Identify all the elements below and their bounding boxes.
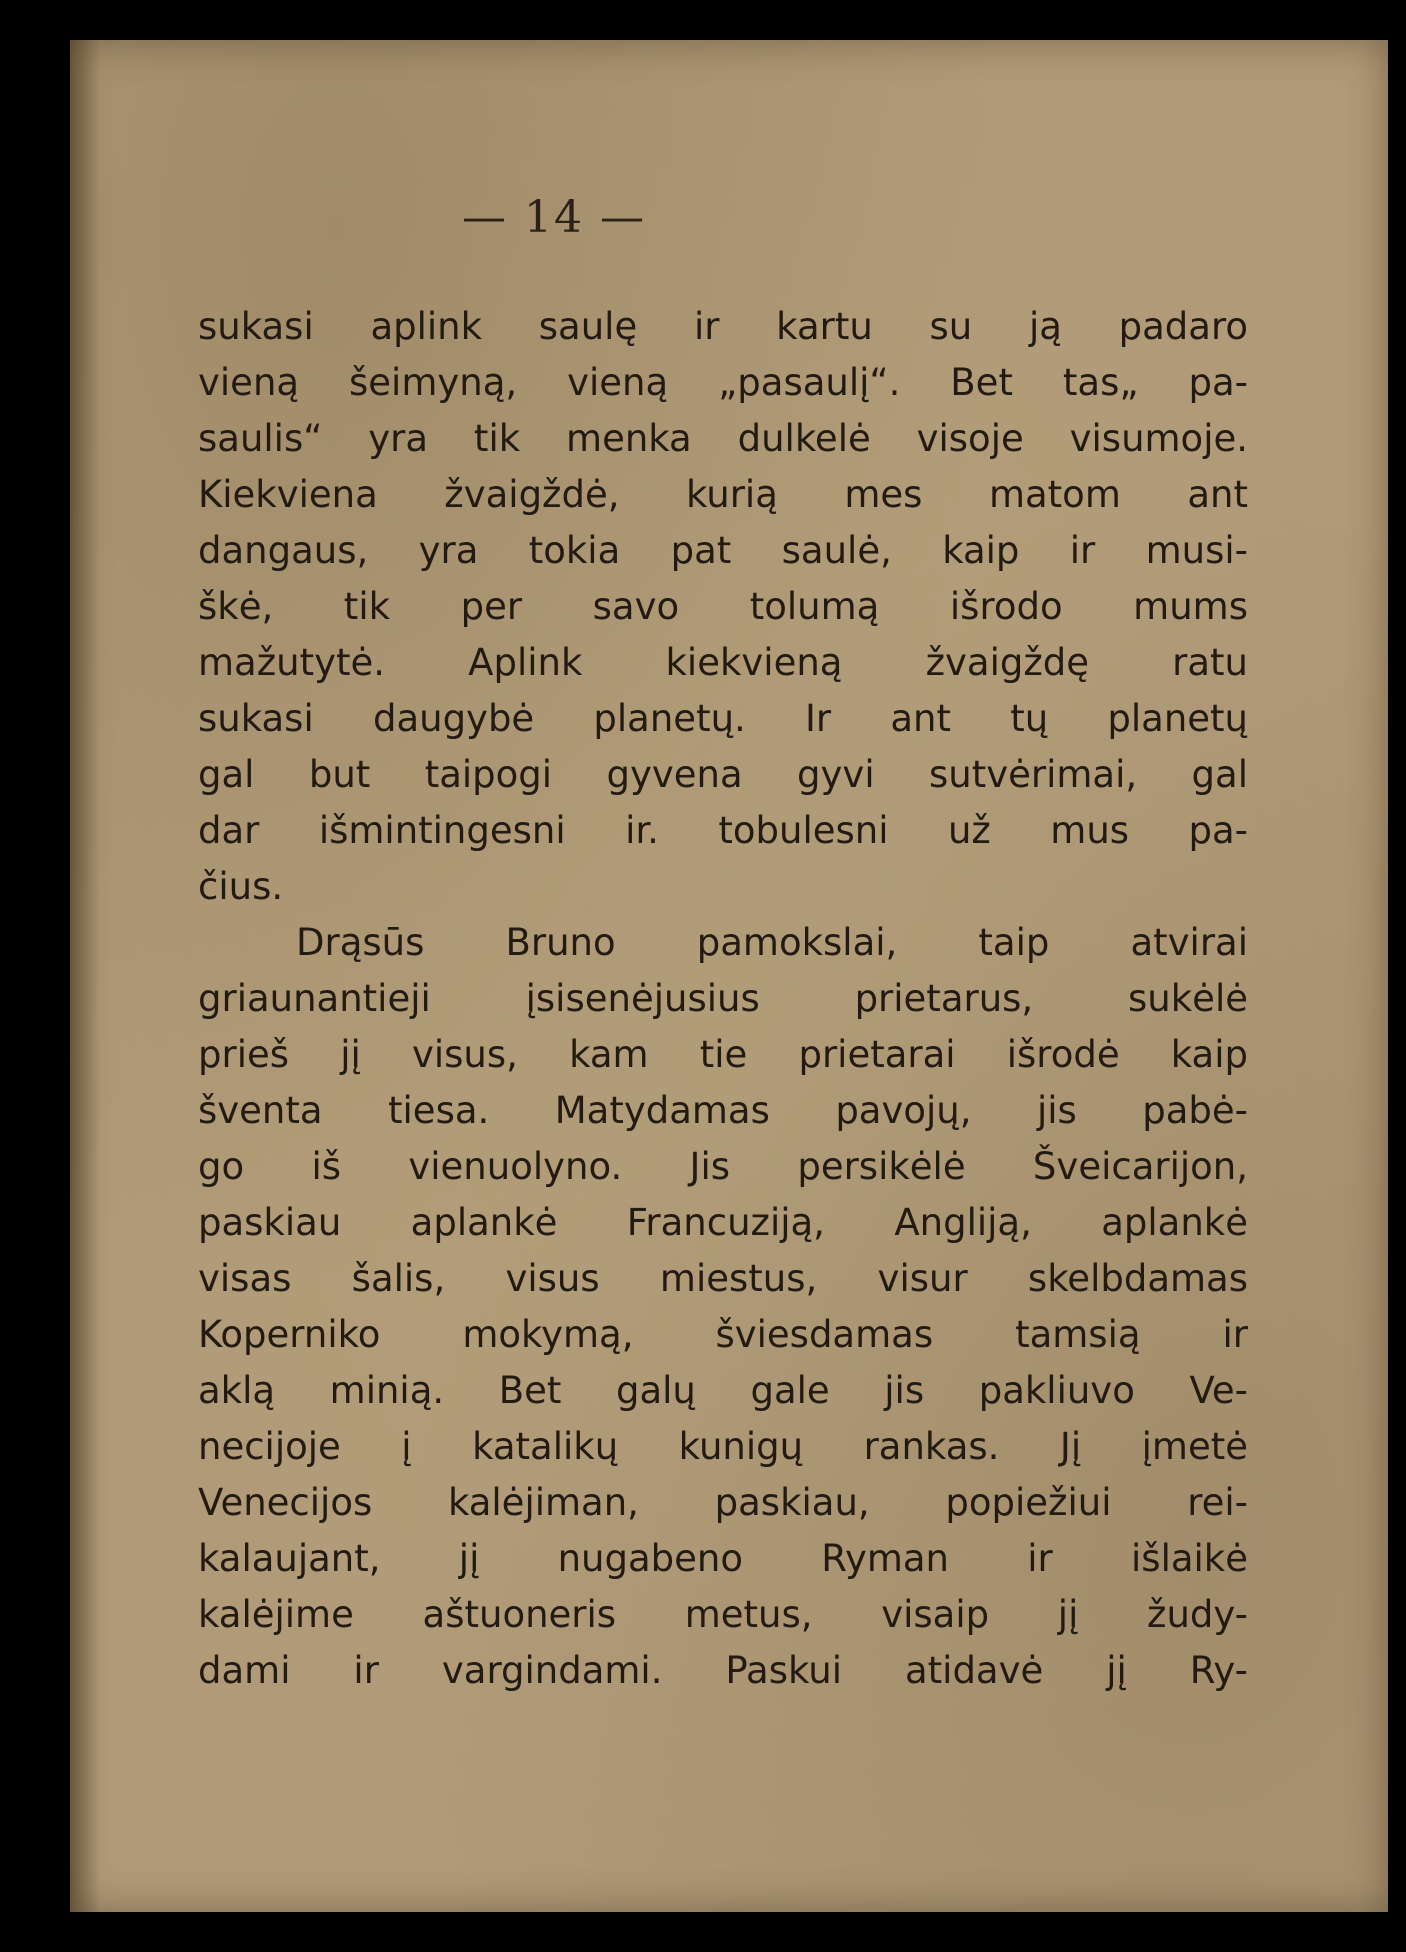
text-line: necijoje į katalikų kunigų rankas. Jį įmetė	[198, 1425, 1248, 1468]
text-line: sukasi daugybė planetų. Ir ant tų planetų	[198, 697, 1248, 740]
text-line: go iš vienuolyno. Jis persikėlė Šveicarijon,	[198, 1145, 1248, 1188]
text-line: kalėjime aštuoneris metus, visaip jį žudy-	[198, 1593, 1248, 1636]
text-line: sukasi aplink saulę ir kartu su ją padaro	[198, 305, 1248, 348]
text-line: čius.	[198, 865, 284, 908]
text-line: visas šalis, visus miestus, visur skelbdamas	[198, 1257, 1248, 1300]
page-number: — 14 —	[462, 192, 646, 243]
text-line: škė, tik per savo tolumą išrodo mums	[198, 585, 1248, 628]
text-line: dar išmintingesni ir. tobulesni už mus pa-	[198, 809, 1248, 852]
page-edge-shadow	[70, 40, 100, 1912]
text-line: gal but taipogi gyvena gyvi sutvėrimai, gal	[198, 753, 1248, 796]
text-line: saulis“ yra tik menka dulkelė visoje visumoje.	[198, 417, 1248, 460]
text-line: Kiekviena žvaigždė, kurią mes matom ant	[198, 473, 1248, 516]
body-text	[198, 300, 1248, 1830]
text-line: Venecijos kalėjiman, paskiau, popiežiui rei-	[198, 1481, 1248, 1524]
text-line: dami ir vargindami. Paskui atidavė jį Ry-	[198, 1649, 1248, 1692]
text-line: griaunantieji įsisenėjusius prietarus, sukėlė	[198, 977, 1248, 1020]
text-line: mažutytė. Aplink kiekvieną žvaigždę ratu	[198, 641, 1248, 684]
text-line-indented: Drąsūs Bruno pamokslai, taip atvirai	[296, 921, 1248, 964]
text-line: vieną šeimyną, vieną „pasaulį“. Bet tas„ pa-	[198, 361, 1248, 404]
text-line: paskiau aplankė Francuziją, Angliją, aplankė	[198, 1201, 1248, 1244]
text-line: aklą minią. Bet galų gale jis pakliuvo Ve-	[198, 1369, 1248, 1412]
text-line: dangaus, yra tokia pat saulė, kaip ir musi-	[198, 529, 1248, 572]
text-line: prieš jį visus, kam tie prietarai išrodė kaip	[198, 1033, 1248, 1076]
text-line: šventa tiesa. Matydamas pavojų, jis pabė-	[198, 1089, 1248, 1132]
text-line: kalaujant, jį nugabeno Ryman ir išlaikė	[198, 1537, 1248, 1580]
text-line: Koperniko mokymą, šviesdamas tamsią ir	[198, 1313, 1248, 1356]
